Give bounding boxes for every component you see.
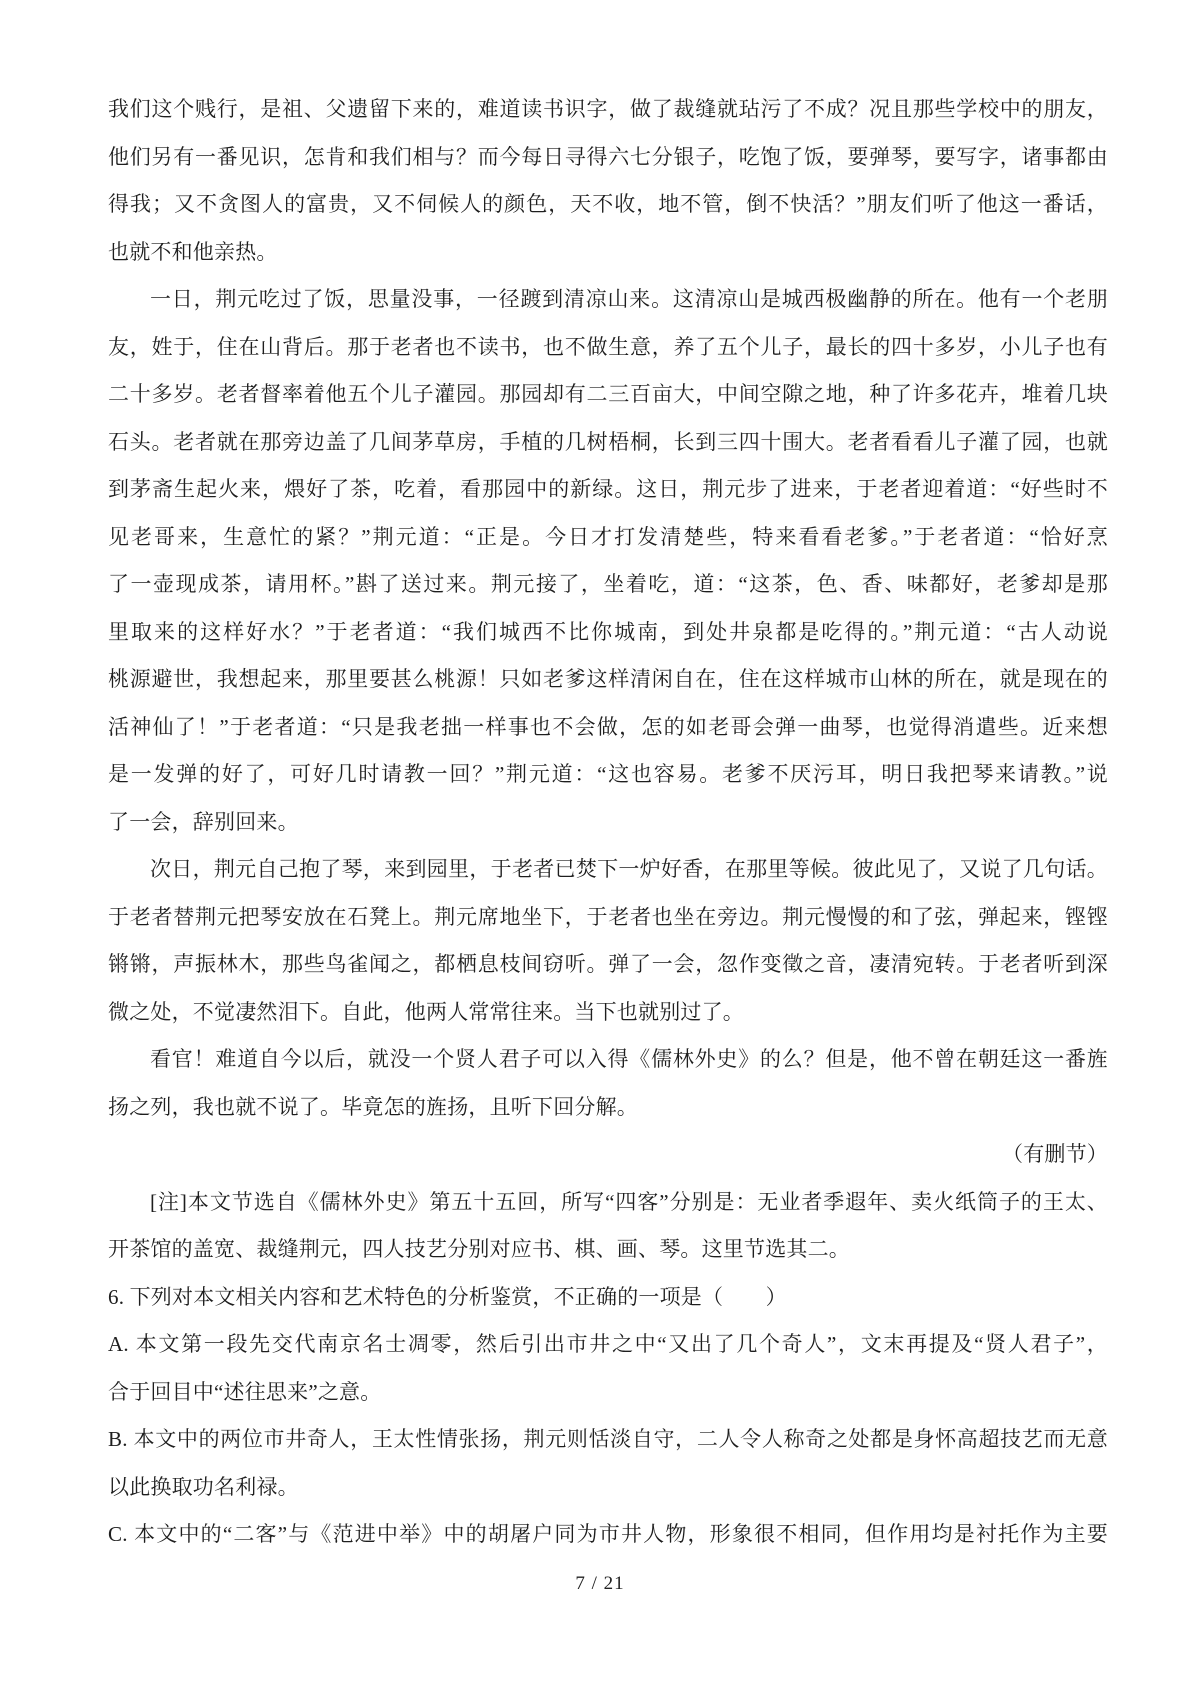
passage-para-visit-line-9: 桃源避世，我想起来，那里要甚么桃源！只如老爹这样清闲自在，住在这样城市山林的所在，就是现在的 [108, 667, 1108, 691]
option-a-line-2: 合于回目中“述往思来”之意。 [108, 1379, 382, 1404]
option-a-line-1: A. 本文第一段先交代南京名士凋零，然后引出市井之中“又出了几个奇人”，文末再提及“贤人君子”， [108, 1332, 1108, 1356]
footnote-line-2: 开茶馆的盖宽、裁缝荆元，四人技艺分别对应书、棋、画、琴。这里节选其二。 [108, 1237, 850, 1261]
passage-para-narrator-remark [108, 1036, 1108, 1131]
question-6-stem [108, 1274, 1108, 1322]
footnote-line-1: [注]本文节选自《儒林外史》第五十五回，所写“四客”分别是：无业者季遐年、卖火纸筒子的王太、 [150, 1189, 1108, 1214]
question-6-stem-line-1: 6. 下列对本文相关内容和艺术特色的分析鉴赏，不正确的一项是（ ） [108, 1284, 787, 1309]
passage-para-qin-playing [108, 846, 1108, 1036]
document-body [108, 86, 1108, 1559]
deletion-note [108, 1131, 1108, 1179]
passage-para-visit-line-2: 友，姓于，住在山背后。那于老者也不读书，也不做生意，养了五个儿子，最长的四十多岁，小儿子也有 [108, 334, 1108, 359]
passage-para-visit-line-3: 二十多岁。老者督率着他五个儿子灌园。那园却有二三百亩大，中间空隙之地，种了许多花卉，堆着几块 [108, 382, 1108, 406]
passage-para-qin-playing-line-2: 于老者替荆元把琴安放在石凳上。荆元席地坐下，于老者也坐在旁边。荆元慢慢的和了弦，弹起来，铿铿 [108, 904, 1108, 929]
passage-para-visit-line-4: 石头。老者就在那旁边盖了几间茅草房，手植的几树梧桐，长到三四十围大。老者看看儿子灌了园，也就 [108, 429, 1108, 454]
passage-para-tailor-speech-line-4: 也就不和他亲热。 [108, 239, 278, 264]
passage-para-narrator-remark-line-1: 看官！难道自今以后，就没一个贤人君子可以入得《儒林外史》的么？但是，他不曾在朝廷这一番旌 [150, 1047, 1108, 1071]
option-b-line-2: 以此换取功名利禄。 [108, 1474, 299, 1499]
passage-para-visit-line-10: 活神仙了！”于老者道：“只是我老拙一样事也不会做，怎的如老哥会弹一曲琴，也觉得消遣些。近来想 [108, 714, 1108, 739]
passage-para-visit-line-8: 里取来的这样好水？”于老者道：“我们城西不比你城南，到处井泉都是吃得的。”荆元道：“古人动说 [108, 619, 1108, 644]
passage-para-qin-playing-line-4: 微之处，不觉凄然泪下。自此，他两人常常往来。当下也就别过了。 [108, 999, 744, 1024]
option-c-line-1: C. 本文中的“二客”与《范进中举》中的胡屠户同为市井人物，形象很不相同，但作用均是衬托作为主要 [108, 1522, 1108, 1546]
footnote [108, 1179, 1108, 1274]
passage-para-tailor-speech [108, 86, 1108, 276]
deletion-note-line-1: （有删节） [1002, 1142, 1108, 1166]
passage-para-qin-playing-line-3: 锵锵，声振林木，那些鸟雀闻之，都栖息枝间窃听。弹了一会，忽作变徵之音，凄清宛转。于老者听到深 [108, 952, 1108, 976]
passage-para-visit-line-6: 见老哥来，生意忙的紧？”荆元道：“正是。今日才打发清楚些，特来看看老爹。”于老者道：“恰好烹 [108, 524, 1108, 549]
passage-para-visit-line-12: 了一会，辞别回来。 [108, 809, 299, 834]
passage-para-visit-line-5: 到茅斋生起火来，煨好了茶，吃着，看那园中的新绿。这日，荆元步了进来，于老者迎着道：“好些时不 [108, 477, 1108, 501]
passage-para-qin-playing-line-1: 次日，荆元自己抱了琴，来到园里，于老者已焚下一炉好香，在那里等候。彼此见了，又说了几句话。 [150, 857, 1108, 881]
option-a [108, 1321, 1108, 1416]
passage-para-tailor-speech-line-1: 我们这个贱行，是祖、父遗留下来的，难道读书识字，做了裁缝就玷污了不成？况且那些学校中的朋友， [108, 97, 1108, 121]
option-c [108, 1511, 1108, 1559]
passage-para-tailor-speech-line-3: 得我；又不贪图人的富贵，又不伺候人的颜色，天不收，地不管，倒不快活？”朋友们听了他这一番话， [108, 192, 1108, 216]
option-b [108, 1416, 1108, 1511]
passage-para-visit-line-11: 是一发弹的好了，可好几时请教一回？”荆元道：“这也容易。老爹不厌污耳，明日我把琴来请教。”说 [108, 762, 1108, 786]
passage-para-visit [108, 276, 1108, 846]
passage-para-visit-line-1: 一日，荆元吃过了饭，思量没事，一径踱到清凉山来。这清凉山是城西极幽静的所在。他有一个老朋 [150, 287, 1108, 311]
passage-para-narrator-remark-line-2: 扬之列，我也就不说了。毕竟怎的旌扬，且听下回分解。 [108, 1094, 638, 1119]
passage-para-visit-line-7: 了一壶现成茶，请用杯。”斟了送过来。荆元接了，坐着吃，道：“这茶，色、香、味都好，老爹却是那 [108, 572, 1108, 596]
option-b-line-1: B. 本文中的两位市井奇人，王太性情张扬，荆元则恬淡自守，二人令人称奇之处都是身怀高超技艺而无意 [108, 1427, 1108, 1451]
page-number: 7 / 21 [575, 1573, 625, 1594]
passage-para-tailor-speech-line-2: 他们另有一番见识，怎肯和我们相与？而今每日寻得六七分银子，吃饱了饭，要弹琴，要写字，诸事都由 [108, 144, 1108, 169]
